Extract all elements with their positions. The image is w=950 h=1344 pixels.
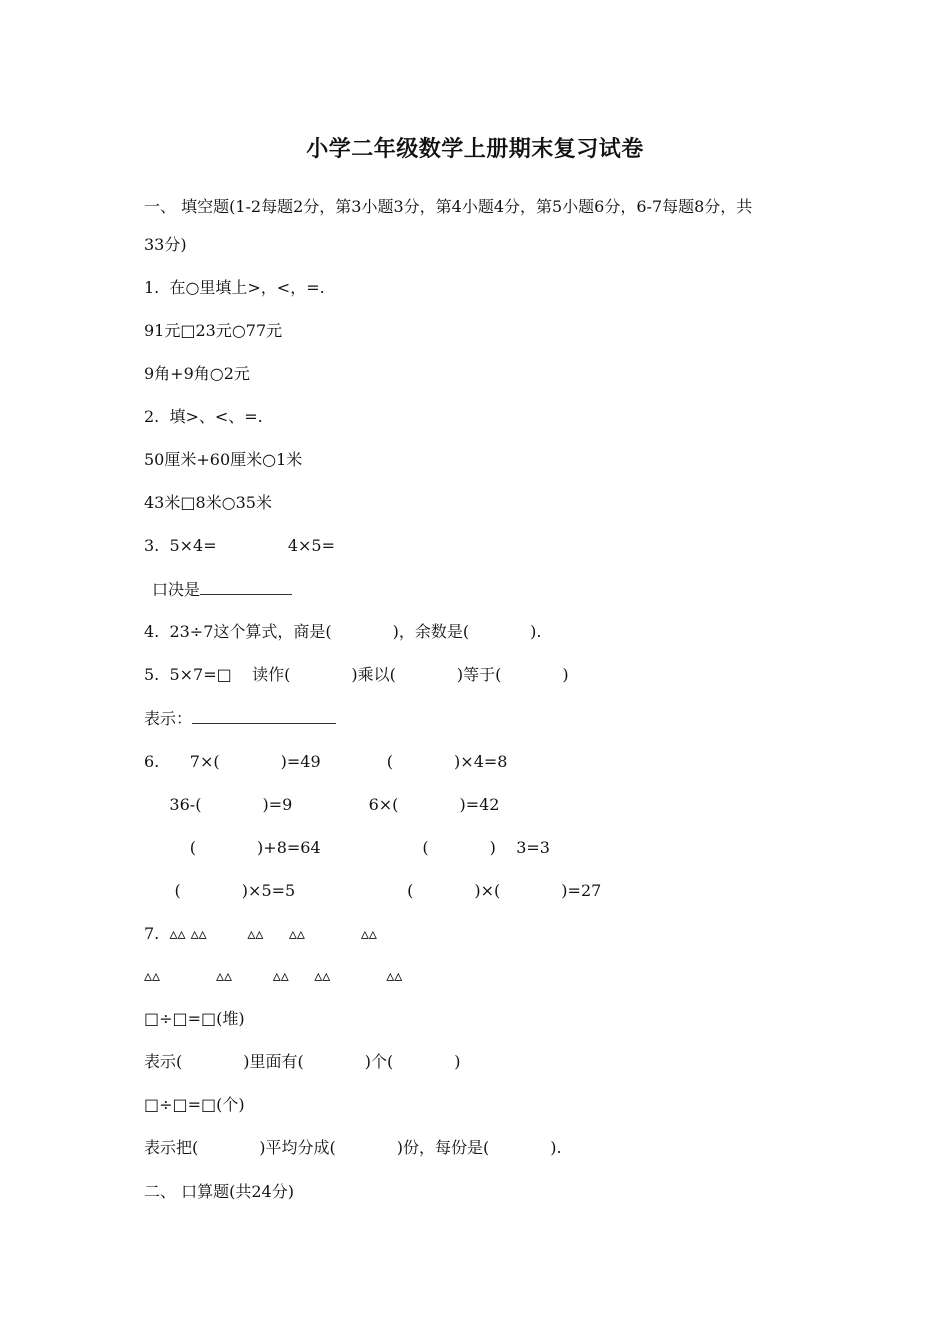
q7-meaning-2: 表示把( )平均分成( )份，每份是( ). (144, 1138, 562, 1157)
q6-row-2: 36-( )=9 6×( )=42 (144, 795, 500, 814)
section1-header: 一、 填空题(1-2每题2分，第3小题3分，第4小题4分，第5小题6分，6-7每题8分，共 (144, 197, 753, 216)
q3-verse-line (152, 578, 292, 601)
q5-express-label: 表示： (144, 709, 193, 728)
q7-triangles-row-1: 7. ▵▵ ▵▵ ▵▵ ▵▵ ▵▵ (144, 924, 377, 943)
q2-item-b: 43米□8米○35米 (144, 493, 272, 512)
q7-triangles-row-2: ▵▵ ▵▵ ▵▵ ▵▵ ▵▵ (144, 966, 403, 985)
q7-meaning-1: 表示( )里面有( )个( ) (144, 1052, 461, 1071)
q1-item-b: 9角+9角○2元 (144, 364, 250, 383)
q2-item-a: 50厘米+60厘米○1米 (144, 450, 303, 469)
q3-verse-label: 口决是 (152, 580, 201, 599)
q3-verse-blank (200, 578, 292, 595)
page-title: 小学二年级数学上册期末复习试卷 (306, 137, 644, 162)
q6-row-4: ( )×5=5 ( )×( )=27 (144, 881, 602, 900)
q5-express-line (144, 707, 336, 730)
q5-express-blank (192, 707, 336, 724)
q2-stem: 2. 填>、<、=. (144, 407, 263, 426)
q1-stem: 1. 在○里填上>，<，=. (144, 278, 325, 297)
q7-equation-1: □÷□=□(堆) (144, 1009, 245, 1028)
q4-text: 4. 23÷7这个算式，商是( )，余数是( ). (144, 622, 542, 641)
section2-header: 二、 口算题(共24分) (144, 1182, 294, 1201)
q1-item-a: 91元□23元○77元 (144, 321, 283, 340)
q6-row-1: 6. 7×( )=49 ( )×4=8 (144, 752, 508, 771)
q7-equation-2: □÷□=□(个) (144, 1095, 245, 1114)
q6-row-3: ( )+8=64 ( ) 3=3 (144, 838, 550, 857)
q5-text: 5. 5×7=□ 读作( )乘以( )等于( ) (144, 665, 569, 684)
section1-header-cont: 33分) (144, 235, 187, 254)
q3-stem: 3. 5×4= 4×5= (144, 536, 335, 555)
